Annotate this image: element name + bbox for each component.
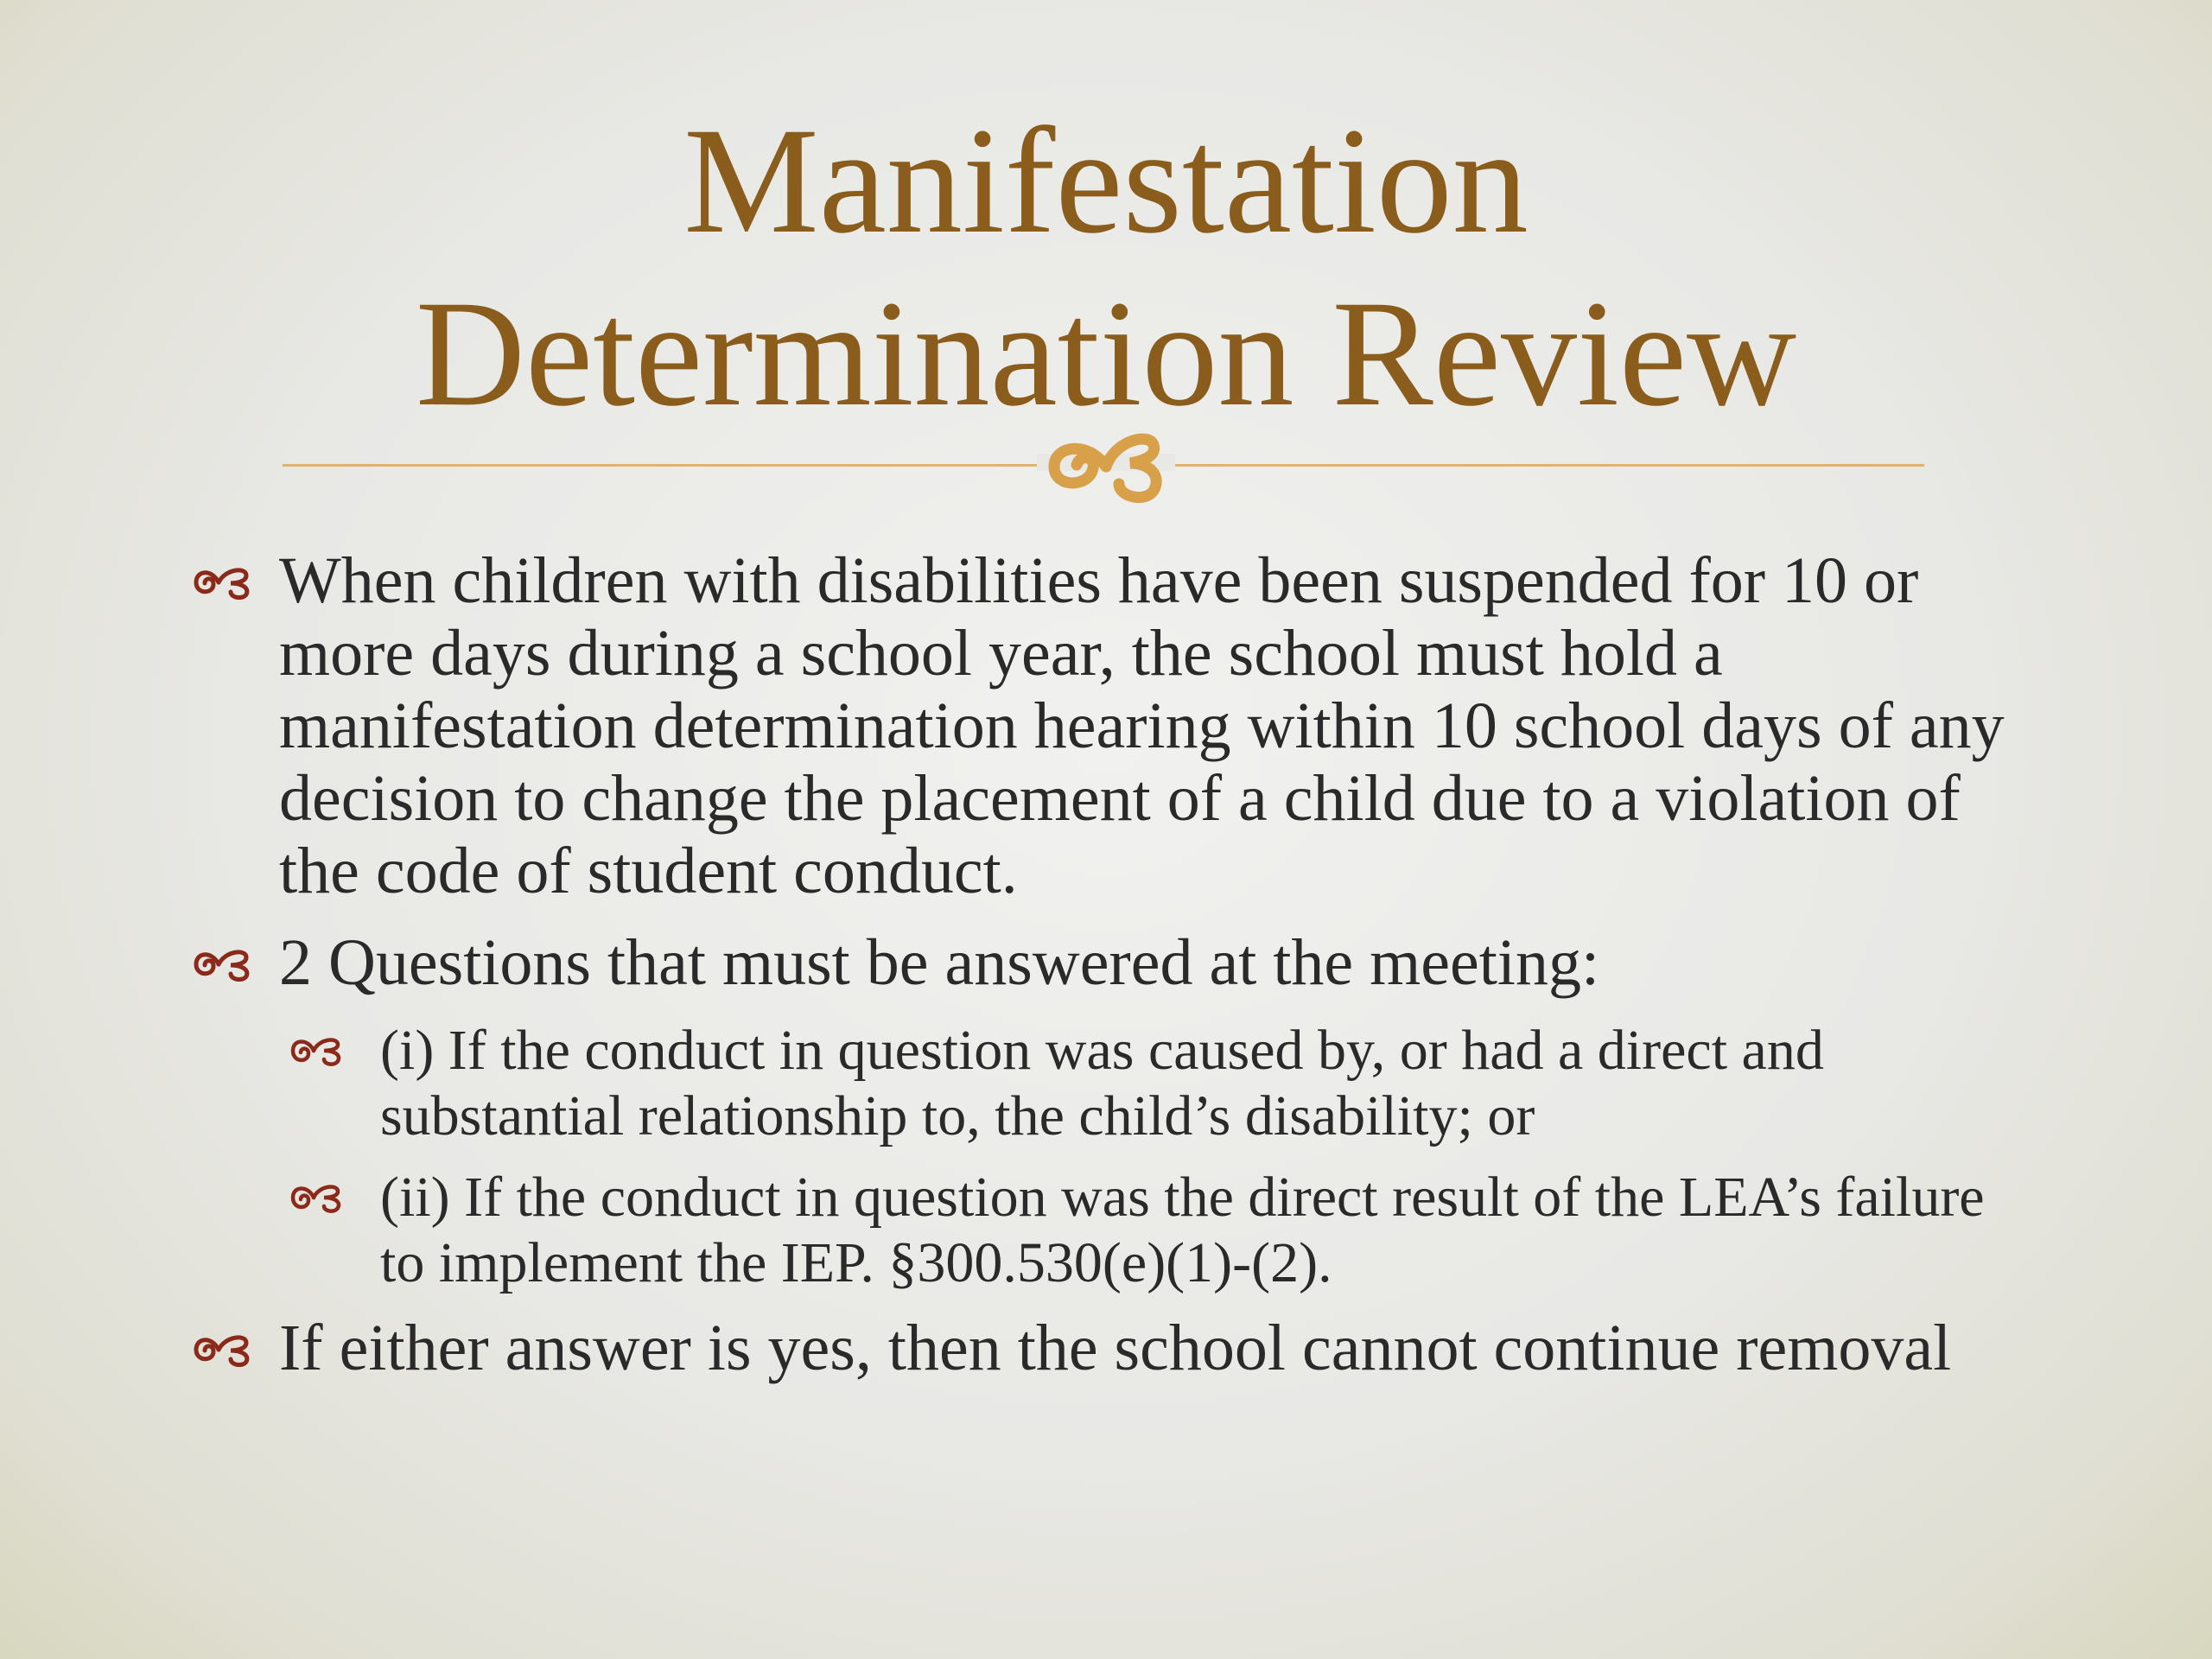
flourish-subbullet-icon <box>289 1032 343 1068</box>
bullet-item-2 <box>186 926 2035 999</box>
sub-bullet-text-2: (ii) If the conduct in question was the direct result of the LEA’s failure to implement the IEP. §300.530(e)(1)-(2). <box>380 1166 1985 1294</box>
flourish-bullet-icon <box>193 942 253 982</box>
bullet-text-1: When children with disabilities have been suspended for 10 or more days during a school year, the school must hold a manifestation determination hearing within 10 school days of any decision to change the placement of a child due to a violation of the code of student conduct. <box>279 544 2005 907</box>
bullet-text-2: 2 Questions that must be answered at the meeting: <box>279 926 1600 999</box>
sub-bullet-item-1 <box>186 1018 2035 1149</box>
bullet-list <box>186 544 2035 1403</box>
bullet-item-1 <box>186 544 2035 907</box>
slide-title <box>0 95 2212 441</box>
bullet-text-3: If either answer is yes, then the school cannot continue removal <box>279 1312 1952 1384</box>
slide-title-line-2: Determination Review <box>415 270 1797 438</box>
sub-bullet-text-1: (i) If the conduct in question was caused by, or had a direct and substantial relationship to, the child’s disability; or <box>380 1019 1824 1147</box>
flourish-subbullet-icon <box>289 1179 343 1215</box>
flourish-bullet-icon <box>193 560 253 600</box>
slide-title-line-1: Manifestation <box>683 97 1529 265</box>
flourish-bullet-icon <box>193 1327 253 1367</box>
bullet-item-3 <box>186 1312 2035 1384</box>
sub-bullet-item-2 <box>186 1165 2035 1296</box>
flourish-icon <box>1020 406 1192 518</box>
